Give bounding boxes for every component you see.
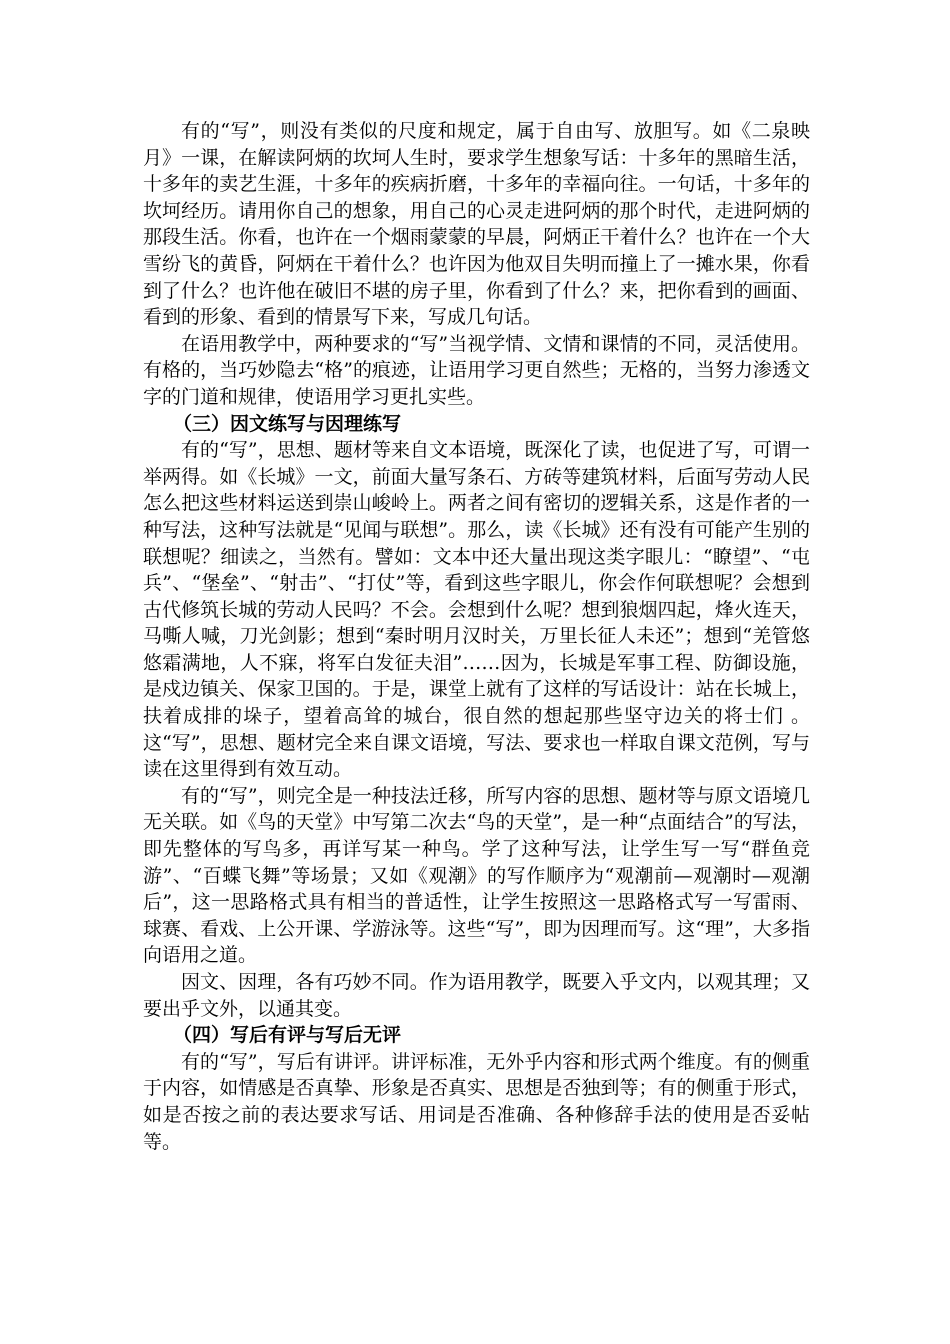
paragraph-free-writing: 有的“写”，则没有类似的尺度和规定，属于自由写、放胆写。如《二泉映月》一课，在解读阿炳的坎坷人生时，要求学生想象写话：十多年的黑暗生活，十多年的卖艺生涯，十多年的疾病折磨，十多年的幸福向往。一句话，十多年的坎坷经历。请用你自己的想象，用自己的心灵走进阿炳的那个时代，走进阿炳的那段生活。你看，也许在一个烟雨蒙蒙的早晨，阿炳正干着什么？也许在一个大雪纷飞的黄昏，阿炳在干着什么？也许因为他双目失明而撞上了一摊水果，你看到了什么？也许他在破旧不堪的房子里，你看到了什么？来，把你看到的画面、看到的形象、看到的情景写下来，写成几句话。 bbox=[143, 120, 810, 329]
document-page bbox=[143, 118, 810, 1155]
section-heading-four: （四）写后有评与写后无评 bbox=[173, 1024, 402, 1047]
paragraph-text-and-reason: 因文、因理，各有巧妙不同。作为语用教学，既要入乎文内，以观其理；又要出乎文外，以通其变。 bbox=[143, 971, 810, 1020]
paragraph-great-wall: 有的“写”，思想、题材等来自文本语境，既深化了读，也促进了写，可谓一举两得。如《长城》一文，前面大量写条石、方砖等建筑材料，后面写劳动人民怎么把这些材料运送到崇山峻岭上。两者之间有密切的逻辑关系，这是作者的一种写法，这种写法就是“见闻与联想”。那么，读《长城》还有没有可能产生别的联想呢？细读之，当然有。譬如：文本中还大量出现这类字眼儿：“瞭望”、“屯兵”、“堡垒”、“射击”、“打仗”等，看到这些字眼儿，你会作何联想呢？会想到古代修筑长城的劳动人民吗？不会。会想到什么呢？想到狼烟四起，烽火连天，马嘶人喊，刀光剑影；想到“秦时明月汉时关，万里长征人未还”；想到“羌管悠悠霜满地，人不寐，将军白发征夫泪”……因为，长城是军事工程、防御设施，是戍边镇关、保家卫国的。于是，课堂上就有了这样的写话设计：站在长城上，扶着成排的垛子，望着高耸的城台，很自然的想起那些坚守边关的将士们 。这“写”，思想、题材完全来自课文语境，写法、要求也一样取自课文范例，写与读在这里得到有效互动。 bbox=[143, 439, 810, 781]
paragraph-flexible-use: 在语用教学中，两种要求的“写”当视学情、文情和课情的不同，灵活使用。有格的，当巧妙隐去“格”的痕迹，让语用学习更自然些；无格的，当努力渗透文字的门道和规律，使语用学习更扎实些。 bbox=[143, 332, 810, 408]
section-heading-three: （三）因文练写与因理练写 bbox=[173, 412, 402, 435]
paragraph-technique-transfer: 有的“写”，则完全是一种技法迁移，所写内容的思想、题材等与原文语境几无关联。如《鸟的天堂》中写第二次去“鸟的天堂”，是一种“点面结合”的写法，即先整体的写鸟多，再详写某一种鸟。学了这种写法，让学生写一写“群鱼竞游”、“百蝶飞舞”等场景；又如《观潮》的写作顺序为“观潮前—观潮时—观潮后”，这一思路格式具有相当的普适性，让学生按照这一思路格式写一写雷雨、球赛、看戏、上公开课、学游泳等。这些“写”，即为因理而写。这“理”，大多指向语用之道。 bbox=[143, 784, 810, 967]
paragraph-review-after-writing: 有的“写”，写后有讲评。讲评标准，无外乎内容和形式两个维度。有的侧重于内容，如情感是否真挚、形象是否真实、思想是否独到等；有的侧重于形式，如是否按之前的表达要求写话、用词是否准确、各种修辞手法的使用是否妥帖等。 bbox=[143, 1050, 810, 1153]
